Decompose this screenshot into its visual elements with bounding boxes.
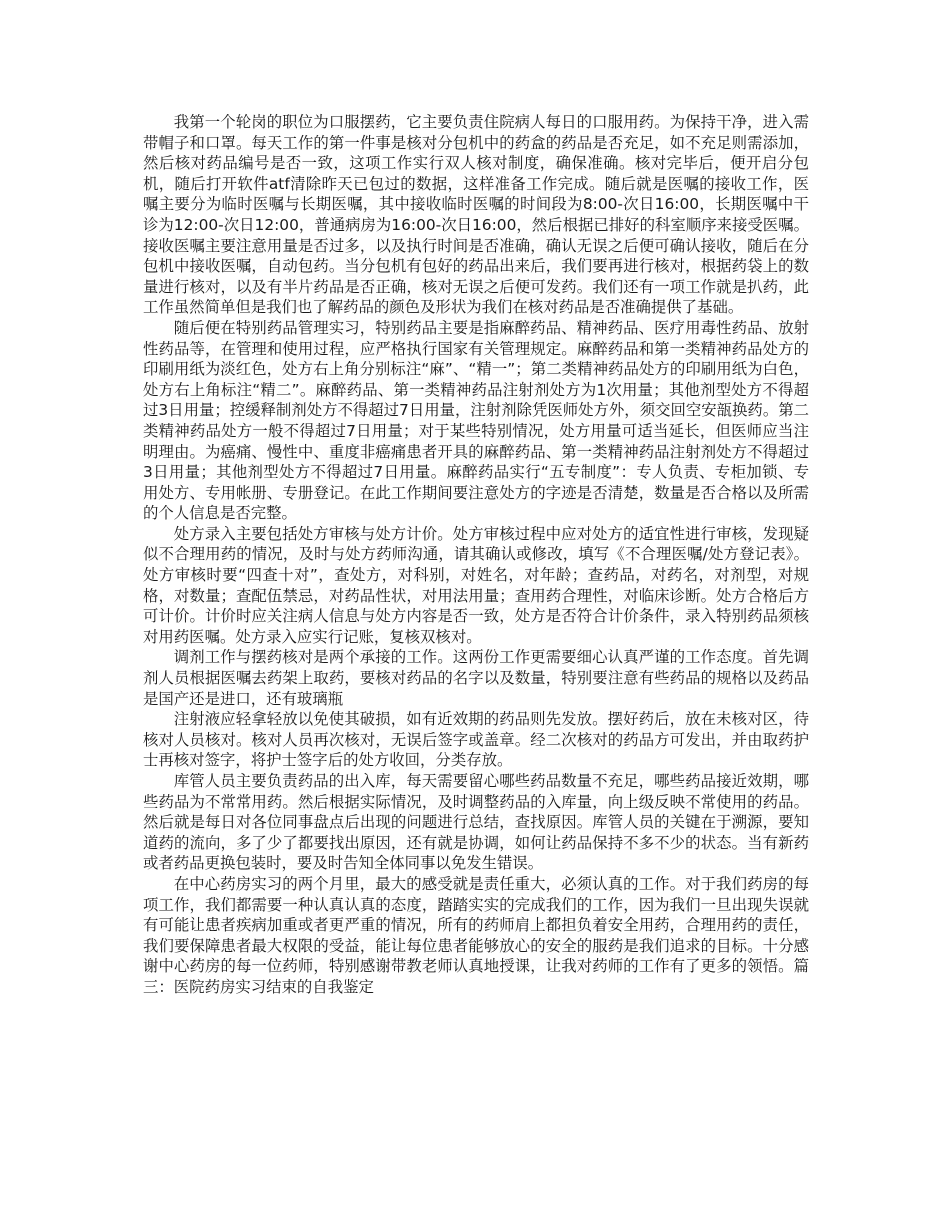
paragraph-injection-handling: 注射液应轻拿轻放以免使其破损，如有近效期的药品则先发放。摆好药后，放在未核对区，待核对人员核对。核对人员再次核对，无误后签字或盖章。经二次核对的药品方可发出，并由取药护士再核对签字，将护士签字后的处方收回，分类存放。 <box>143 710 809 770</box>
paragraph-summary: 在中心药房实习的两个月里，最大的感受就是责任重大，必须认真的工作。对于我们药房的每项工作，我们都需要一种认真认真的态度，踏踏实实的完成我们的工作，因为我们一旦出现失误就有可能让患者疾病加重或者更严重的情况，所有的药师肩上都担负着安全用药，合理用药的责任，我们要保障患者最大权限的受益，能让每位患者能够放心的安全的服药是我们追求的目标。十分感谢中心药房的每一位药师，特别感谢带教老师认真地授课，让我对药师的工作有了更多的领悟。篇三：医院药房实习结束的自我鉴定 <box>143 874 809 996</box>
document-body <box>143 112 809 998</box>
paragraph-dispensing-intro: 调剂工作与摆药核对是两个承接的工作。这两份工作更需要细心认真严谨的工作态度。首先调剂人员根据医嘱去药架上取药，要核对药品的名字以及数量，特别要注意有些药品的规格以及药品是国产还是进口，还有玻璃瓶 <box>143 648 809 708</box>
paragraph-special-drugs: 随后便在特别药品管理实习，特别药品主要是指麻醉药品、精神药品、医疗用毒性药品、放射性药品等，在管理和使用过程，应严格执行国家有关管理规定。麻醉药品和第一类精神药品处方的印刷用纸为淡红色，处方右上角分别标注“麻”、“精一”；第二类精神药品处方的印刷用纸为白色，处方右上角标注“精二”。麻醉药品、第一类精神药品注射剂处方为1次用量；其他剂型处方不得超过3日用量；控缓释制剂处方不得超过7日用量，注射剂除凭医师处方外，须交回空安瓿换药。第二类精神药品处方一般不得超过7日用量；对于某些特别情况，处方用量可适当延长，但医师应当注明理由。为癌痛、慢性中、重度非癌痛患者开具的麻醉药品、第一类精神药品注射剂处方不得超过3日用量；其他剂型处方不得超过7日用量。麻醉药品实行“五专制度”：专人负责、专柜加锁、专用处方、专用帐册、专册登记。在此工作期间要注意处方的字迹是否清楚，数量是否合格以及所需的个人信息是否完整。 <box>143 318 809 523</box>
paragraph-inventory: 库管人员主要负责药品的出入库，每天需要留心哪些药品数量不充足，哪些药品接近效期，哪些药品为不常常用药。然后根据实际情况，及时调整药品的入库量，向上级反映不常使用的药品。然后就是每日对各位同事盘点后出现的问题进行总结，查找原因。库管人员的关键在于溯源，要知道药的流向，多了少了都要找出原因，还有就是协调，如何让药品保持不多不少的状态。当有新药或者药品更换包装时，要及时告知全体同事以免发生错误。 <box>143 772 809 873</box>
paragraph-oral-dispensing: 我第一个轮岗的职位为口服摆药，它主要负责住院病人每日的口服用药。为保持干净，进入需带帽子和口罩。每天工作的第一件事是核对分包机中的药盒的药品是否充足，如不充足则需添加，然后核对药品编号是否一致，这项工作实行双人核对制度，确保准确。核对完毕后，便开启分包机，随后打开软件atf清除昨天已包过的数据，这样准备工作完成。随后就是医嘱的接收工作，医嘱主要分为临时医嘱与长期医嘱，其中接收临时医嘱的时间段为8:00-次日16:00，长期医嘱中干诊为12:00-次日12:00，普通病房为16:00-次日16:00，然后根据已排好的科室顺序来接受医嘱。接收医嘱主要注意用量是否过多，以及执行时间是否准确，确认无误之后便可确认接收，随后在分包机中接收医嘱，自动包药。当分包机有包好的药品出来后，我们要再进行核对，根据药袋上的数量进行核对，以及有半片药品是否正确，核对无误之后便可发药。我们还有一项工作就是扒药，此工作虽然简单但是我们也了解药品的颜色及形状为我们在核对药品是否准确提供了基础。 <box>143 113 809 317</box>
paragraph-prescription-entry: 处方录入主要包括处方审核与处方计价。处方审核过程中应对处方的适宜性进行审核，发现疑似不合理用药的情况，及时与处方药师沟通，请其确认或修改，填写《不合理医嘱/处方登记表》。处方审核时要“四查十对”，查处方，对科别，对姓名，对年龄；查药品，对药名，对剂型，对规格，对数量；查配伍禁忌，对药品性状，对用法用量；查用药合理性，对临床诊断。处方合格后方可计价。计价时应关注病人信息与处方内容是否一致，处方是否符合计价条件，录入特别药品须核对用药医嘱。处方录入应实行记账，复核双核对。 <box>143 524 809 646</box>
